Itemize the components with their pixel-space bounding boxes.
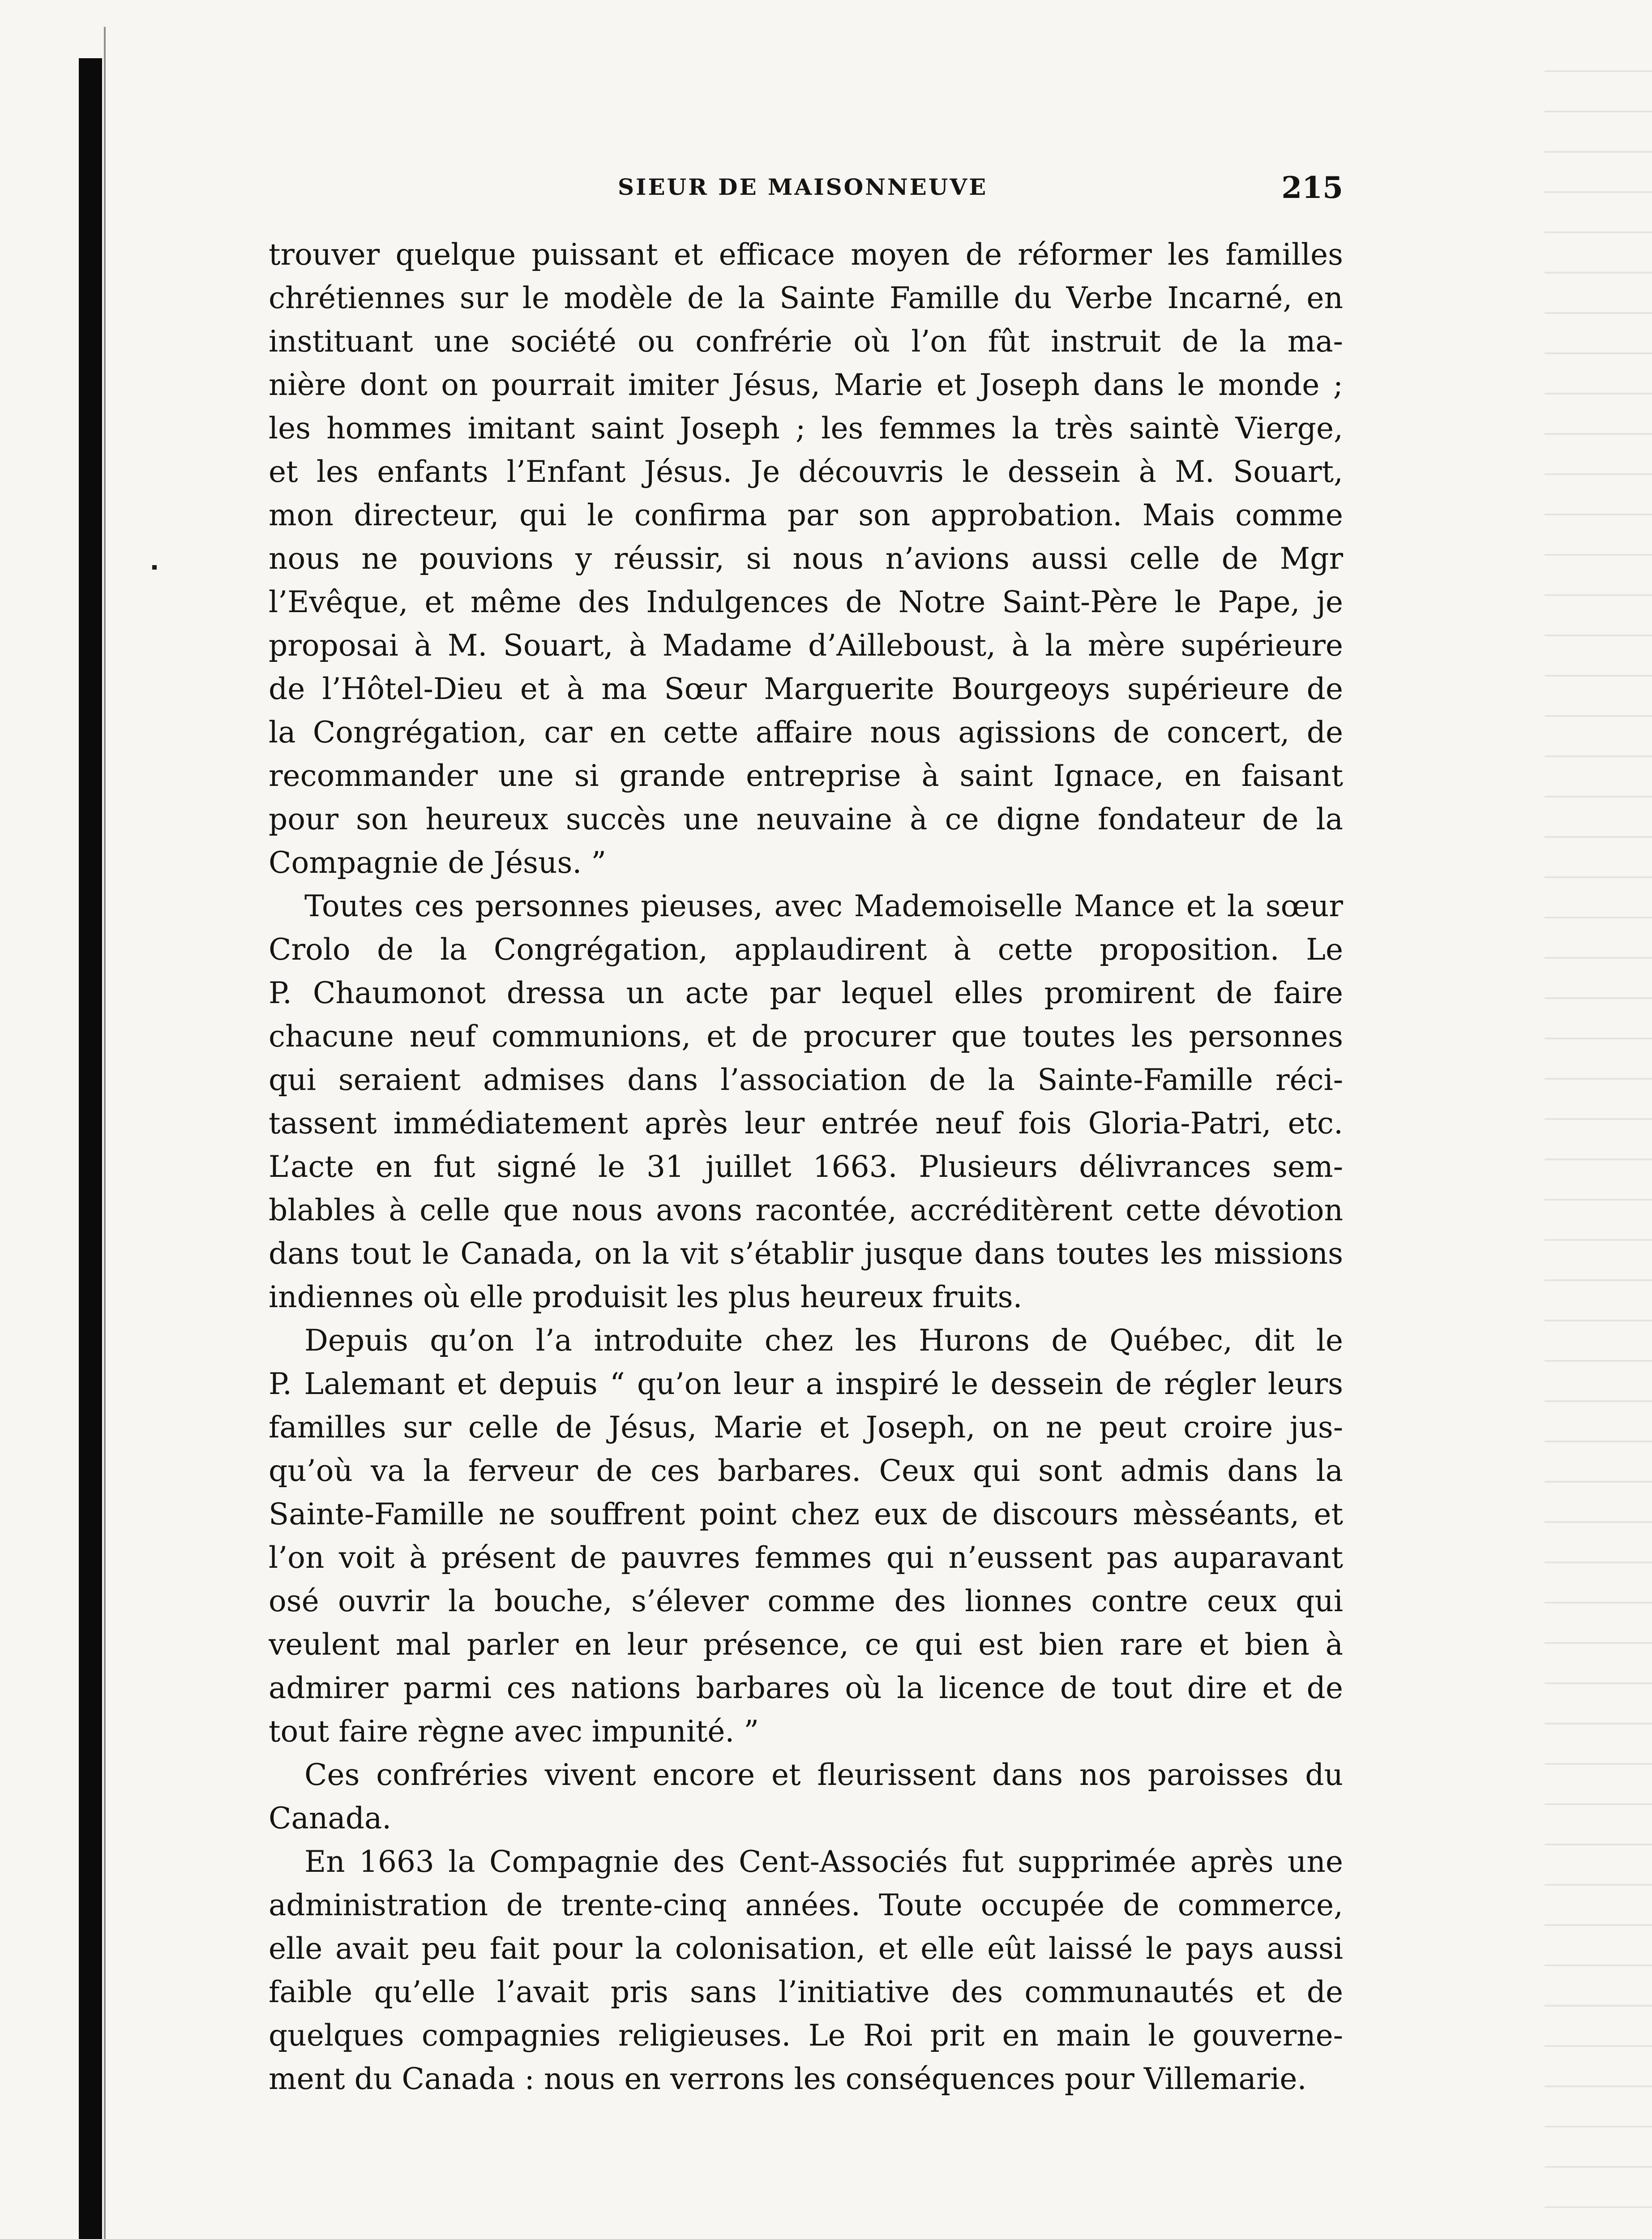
stray-mark xyxy=(152,565,157,570)
text-line: quelques compagnies religieuses. Le Roi prit en main le gouverne- xyxy=(269,2018,1343,2053)
text-line: dans tout le Canada, on la vit s’établir jusque dans toutes les missions xyxy=(269,1236,1343,1271)
text-line: Canada. xyxy=(269,1801,392,1836)
text-line: mon directeur, qui le confirma par son approbation. Mais comme xyxy=(269,498,1343,532)
text-line: trouver quelque puissant et efficace moyen de réformer les familles xyxy=(269,237,1343,272)
text-line: faible qu’elle l’avait pris sans l’initiative des communautés et de xyxy=(269,1975,1343,2009)
paragraph xyxy=(269,1840,1343,2101)
text-line: administration de trente-cinq années. Toute occupée de commerce, xyxy=(269,1888,1343,1922)
text-line: de l’Hôtel-Dieu et à ma Sœur Marguerite Bourgeoys supérieure de xyxy=(269,672,1343,706)
text-line: P. Chaumonot dressa un acte par lequel elles promirent de faire xyxy=(269,976,1343,1010)
text-line: chacune neuf communions, et de procurer que toutes les personnes xyxy=(269,1019,1343,1054)
book-binding-shadow xyxy=(79,58,102,2239)
text-line: familles sur celle de Jésus, Marie et Joseph, on ne peut croire jus- xyxy=(269,1410,1343,1445)
text-line: osé ouvrir la bouche, s’élever comme des lionnes contre ceux qui xyxy=(269,1584,1343,1618)
text-line: Crolo de la Congrégation, applaudirent à cette proposition. Le xyxy=(269,932,1343,967)
text-line: l’Evêque, et même des Indulgences de Notre Saint-Père le Pape, je xyxy=(269,585,1343,619)
text-line: Compagnie de Jésus. ” xyxy=(269,845,607,880)
body-text xyxy=(269,233,1343,2101)
text-line: qui seraient admises dans l’association de la Sainte-Famille réci- xyxy=(269,1063,1343,1097)
paragraph xyxy=(269,1753,1343,1840)
text-line: elle avait peu fait pour la colonisation, et elle eût laissé le pays aussi xyxy=(269,1931,1343,1966)
text-line: Ces confréries vivent encore et fleurissent dans nos paroisses du xyxy=(304,1758,1343,1792)
paragraph xyxy=(269,1319,1343,1753)
text-line: la Congrégation, car en cette affaire nous agissions de concert, de xyxy=(269,715,1343,750)
text-line: ment du Canada : nous en verrons les conséquences pour Villemarie. xyxy=(269,2062,1307,2096)
text-line: blables à celle que nous avons racontée, accréditèrent cette dévotion xyxy=(269,1193,1343,1227)
page-number: 215 xyxy=(1281,170,1343,205)
text-line: admirer parmi ces nations barbares où la licence de tout dire et de xyxy=(269,1671,1343,1705)
page-header xyxy=(269,170,1343,219)
text-line: veulent mal parler en leur présence, ce qui est bien rare et bien à xyxy=(269,1627,1343,1662)
text-line: et les enfants l’Enfant Jésus. Je découvris le dessein à M. Souart, xyxy=(269,455,1343,489)
text-line: P. Lalemant et depuis “ qu’on leur a inspiré le dessein de régler leurs xyxy=(269,1367,1343,1401)
text-line: Sainte-Famille ne souffrent point chez eux de discours mèsséants, et xyxy=(269,1497,1343,1531)
text-line: chrétiennes sur le modèle de la Sainte Famille du Verbe Incarné, en xyxy=(269,281,1343,315)
text-line: tassent immédiatement après leur entrée neuf fois Gloria-Patri, etc. xyxy=(269,1106,1343,1141)
text-line: nous ne pouvions y réussir, si nous n’avions aussi celle de Mgr xyxy=(269,541,1343,576)
text-line: L’acte en fut signé le 31 juillet 1663. Plusieurs délivrances sem- xyxy=(269,1150,1343,1184)
paragraph xyxy=(269,884,1343,1319)
text-line: indiennes où elle produisit les plus heureux fruits. xyxy=(269,1280,1023,1314)
text-line: En 1663 la Compagnie des Cent-Associés fut supprimée après une xyxy=(304,1844,1343,1879)
text-line: les hommes imitant saint Joseph ; les femmes la très saintè Vierge, xyxy=(269,411,1343,446)
text-line: recommander une si grande entreprise à saint Ignace, en faisant xyxy=(269,759,1343,793)
paragraph xyxy=(269,233,1343,884)
gutter-line xyxy=(104,27,106,2239)
text-line: nière dont on pourrait imiter Jésus, Marie et Joseph dans le monde ; xyxy=(269,368,1343,402)
text-line: l’on voit à présent de pauvres femmes qui n’eussent pas auparavant xyxy=(269,1540,1343,1575)
text-line: qu’où va la ferveur de ces barbares. Ceux qui sont admis dans la xyxy=(269,1454,1343,1488)
text-line: pour son heureux succès une neuvaine à ce digne fondateur de la xyxy=(269,802,1343,836)
text-line: Toutes ces personnes pieuses, avec Mademoiselle Mance et la sœur xyxy=(304,889,1343,923)
text-line: proposai à M. Souart, à Madame d’Ailleboust, à la mère supérieure xyxy=(269,628,1343,663)
text-line: tout faire règne avec impunité. ” xyxy=(269,1714,759,1749)
text-line: instituant une société ou confrérie où l’on fût instruit de la ma- xyxy=(269,324,1343,359)
page-edge-noise xyxy=(1545,54,1652,2239)
running-title: SIEUR DE MAISONNEUVE xyxy=(618,174,988,200)
text-line: Depuis qu’on l’a introduite chez les Hurons de Québec, dit le xyxy=(304,1323,1343,1358)
